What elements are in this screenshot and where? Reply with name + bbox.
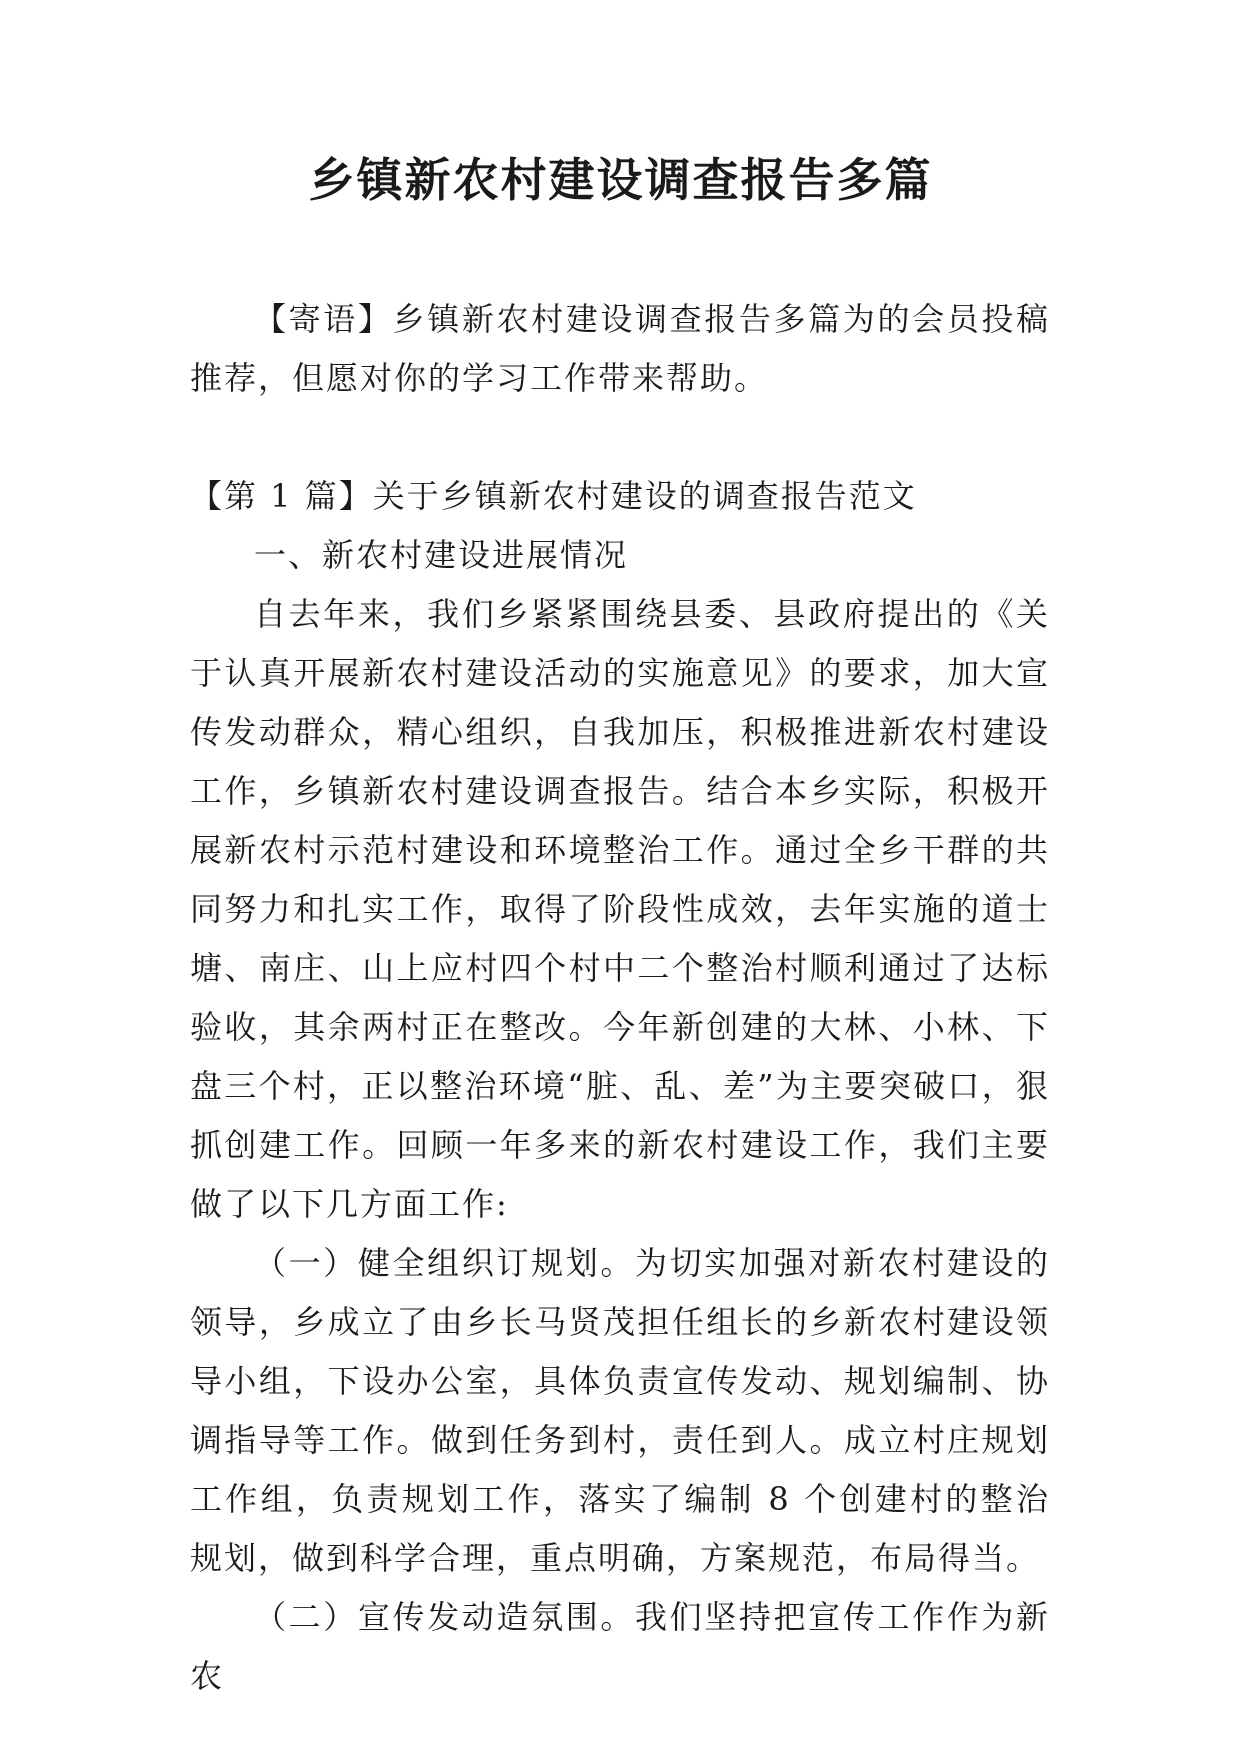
- foreword-paragraph: 【寄语】乡镇新农村建设调查报告多篇为的会员投稿推荐，但愿对你的学习工作带来帮助。: [190, 300, 1050, 397]
- document-title: 乡镇新农村建设调查报告多篇: [308, 153, 933, 207]
- body-paragraph: （二）宣传发动造氛围。我们坚持把宣传工作作为新农: [190, 1598, 1050, 1695]
- body-paragraph: （一）健全组织订规划。为切实加强对新农村建设的领导，乡成立了由乡长马贤茂担任组长的乡新农村建设领导小组，下设办公室，具体负责宣传发动、规划编制、协调指导等工作。做到任务到村，责任到人。成立村庄规划工作组，负责规划工作，落实了编制 8 个创建村的整治规划，做到科学合理，重点明确，方案规范，布局得当。: [190, 1244, 1050, 1577]
- section-heading: 一、新农村建设进展情况: [254, 536, 629, 574]
- body-paragraph: 自去年来，我们乡紧紧围绕县委、县政府提出的《关于认真开展新农村建设活动的实施意见》的要求，加大宣传发动群众，精心组织，自我加压，积极推进新农村建设工作，乡镇新农村建设调查报告。结合本乡实际，积极开展新农村示范村建设和环境整治工作。通过全乡干群的共同努力和扎实工作，取得了阶段性成效，去年实施的道士塘、南庄、山上应村四个村中二个整治村顺利通过了达标验收，其余两村正在整改。今年新创建的大林、小林、下盘三个村，正以整治环境“脏、乱、差”为主要突破口，狠抓创建工作。回顾一年多来的新农村建设工作，我们主要做了以下几方面工作:: [190, 595, 1050, 1223]
- article-heading: 【第 1 篇】关于乡镇新农村建设的调查报告范文: [190, 477, 917, 515]
- document-body: [190, 290, 1050, 1706]
